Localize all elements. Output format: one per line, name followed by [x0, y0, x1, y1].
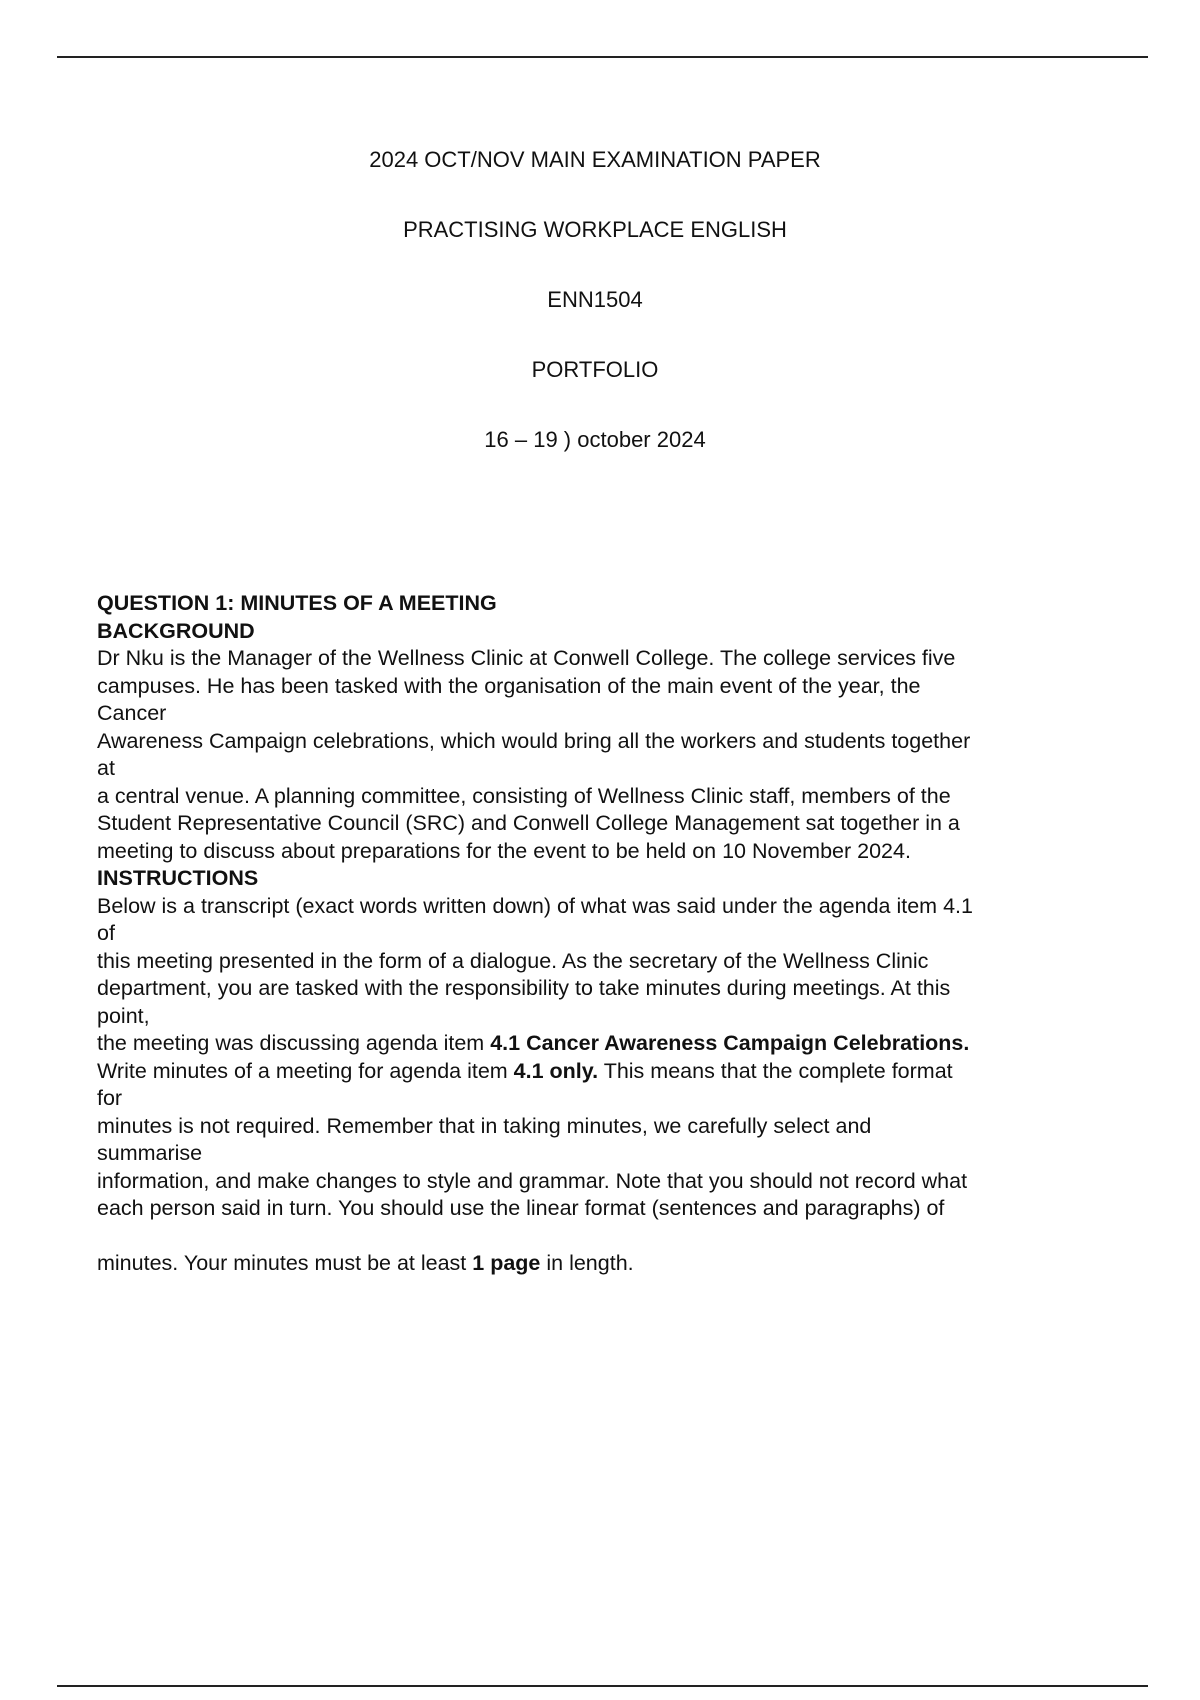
instructions-p3-text: Write minutes of a meeting for agenda item: [97, 1058, 514, 1083]
assessment-type: PORTFOLIO: [531, 357, 659, 382]
instructions-p3-rest: This means that the complete format for minutes is not required. Remember that in taking minutes, we carefully select and summarise information, and make changes to style and grammar. Note that you should not record what each person said in turn. You should use the linear format (sentences and paragraphs) of: [97, 1058, 968, 1220]
exam-paper-title: 2024 OCT/NOV MAIN EXAMINATION PAPER: [369, 147, 821, 172]
minimum-length: 1 page: [472, 1250, 541, 1275]
agenda-item-scope: 4.1 only.: [513, 1058, 599, 1083]
instructions-paragraph-4: [97, 1250, 1097, 1278]
exam-dates: 16 – 19 ) october 2024: [484, 427, 706, 452]
instructions-heading: INSTRUCTIONS: [97, 866, 259, 890]
course-name: PRACTISING WORKPLACE ENGLISH: [403, 217, 787, 242]
course-code: ENN1504: [547, 287, 643, 312]
question-body: [97, 590, 1097, 1277]
instructions-paragraph-2: [97, 1030, 1097, 1058]
instructions-p4-text: minutes. Your minutes must be at least: [97, 1250, 473, 1275]
instructions-p4-rest: in length.: [540, 1250, 634, 1275]
question-heading: QUESTION 1: MINUTES OF A MEETING: [97, 591, 497, 615]
background-heading: BACKGROUND: [97, 618, 255, 643]
paragraph-gap: [97, 1223, 1097, 1250]
instructions-paragraph-3: [97, 1058, 1097, 1223]
top-rule: [57, 56, 1148, 58]
cover-title-block: [0, 140, 1190, 490]
background-paragraph: Dr Nku is the Manager of the Wellness Clinic at Conwell College. The college services five campuses. He has been tasked with the organisation of the main event of the year, the Cancer Awareness Campaign celebrations, which would bring all the workers and students together at a central venue. A planning committee, consisting of Wellness Clinic staff, members of the Student Representative Council (SRC) and Conwell College Management sat together in a meeting to discuss about preparations for the event to be held on 10 November 2024.: [97, 646, 971, 863]
instructions-paragraph-1: Below is a transcript (exact words written down) of what was said under the agenda item 4.1 of this meeting presented in the form of a dialogue. As the secretary of the Wellness Clinic department, you are tasked with the responsibility to take minutes during meetings. At this point,: [97, 893, 973, 1028]
agenda-item-title: 4.1 Cancer Awareness Campaign Celebrations.: [490, 1031, 970, 1055]
bottom-rule: [57, 1685, 1148, 1687]
instructions-p2-text: the meeting was discussing agenda item: [97, 1031, 491, 1055]
